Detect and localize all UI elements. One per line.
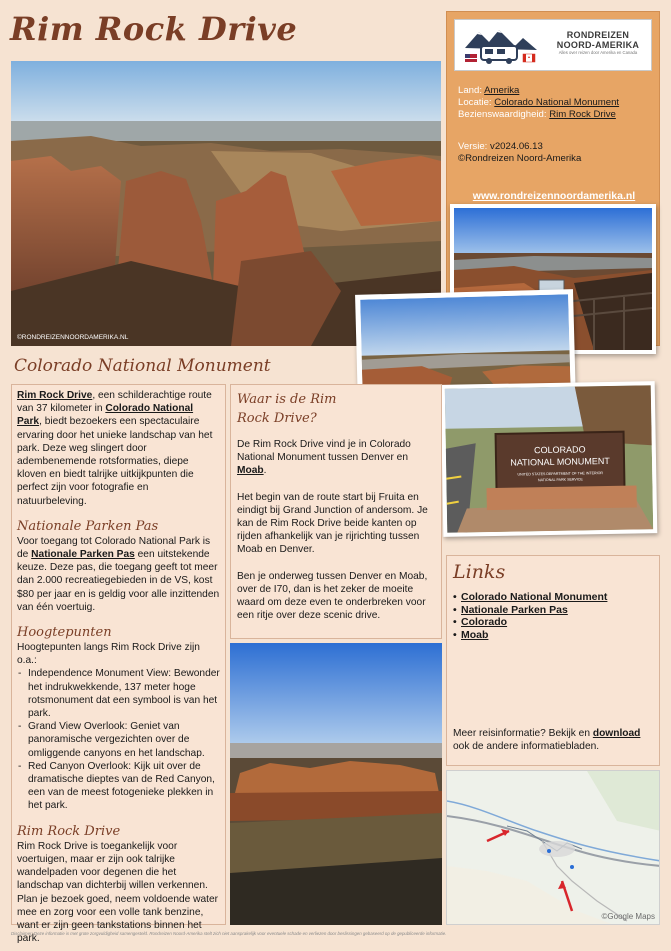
info-locatie: Locatie: Colorado National Monument [458, 97, 620, 108]
rim-rock-heading: Rim Rock Drive [17, 823, 121, 839]
waar-p3: Ben je onderweg tussen Denver en Moab, over de I70, dan is het zeker de moeite waard om deze even te onderbreken voor een ritje over deze scenic drive. [237, 570, 428, 622]
info-land: Land: Amerika [458, 85, 520, 96]
rim-rock-paragraph: Rim Rock Drive is toegankelijk voor voertuigen, maar er zijn ook talrijke wandelpaden voor degenen die het landschap van dichterbij willen verkennen. Plan je bezoek goed, neem voldoende water mee en zorg voor een volle tank benzine, want er zijn geen tankstations binnen het park. [17, 840, 219, 945]
info-copyright: ©Rondreizen Noord-Amerika [458, 153, 582, 164]
hoogtepunten-list [17, 667, 220, 812]
page-title: Rim Rock Drive [10, 10, 298, 48]
links-list [453, 591, 653, 641]
colorado-national-park-link[interactable]: Colorado National Park [17, 403, 194, 428]
waar-p2: Het begin van de route start bij Fruita en eindigt bij Grand Junction of andersom. Je kan de Rim Rock Drive beide kanten op rijden afhankelijk van je rijrichting tussen Moab en Denver. [237, 491, 428, 556]
list-item: - Independence Monument View: Bewonder het indrukwekkende, 137 meter hoge rotsmonument dat een symbool is van het park. [17, 667, 220, 720]
footer-disclaimer: Disclaimer: Deze informatie is met grote zorgvuldigheid samengesteld. Rondreizen Noord-Amerika stelt zich niet aansprakelijk voor eventuele schade en verliezen door beslissingen gebaseerd op de gepubliceerde informatie. [11, 931, 447, 936]
info-versie: Versie: v2024.06.13 [458, 141, 543, 152]
map[interactable] [446, 770, 660, 925]
waar-heading: Waar is de Rim Rock Drive? [237, 392, 337, 426]
sign-line1: COLORADO [534, 444, 586, 456]
moab-link[interactable]: Moab [237, 465, 264, 477]
logo-tagline: Alles over reizen door Amerika en Canada [558, 50, 638, 55]
waar-p1: De Rim Rock Drive vind je in Colorado National Monument tussen Denver en Moab. [237, 439, 411, 477]
sunset-photo [230, 643, 442, 925]
list-item: - Red Canyon Overlook: Kijk uit over de dramatische dieptes van de Red Canyon, een van de meest fotogenieke plekken in het park. [17, 760, 220, 813]
sign-line2: NATIONAL MONUMENT [510, 455, 610, 468]
download-link[interactable]: download [592, 728, 641, 739]
waar-panel [230, 384, 442, 639]
bezienswaardigheid-link[interactable]: Rim Rock Drive [549, 109, 616, 120]
locatie-link[interactable]: Colorado National Monument [494, 97, 620, 108]
logo-camper-icon [461, 26, 541, 68]
links-panel [446, 555, 660, 766]
logo-line2: NOORD-AMERIKA [556, 40, 640, 50]
info-bezienswaardigheid: Bezienswaardigheid: Rim Rock Drive [458, 109, 616, 120]
link-moab[interactable]: • Moab [453, 629, 653, 642]
links-heading: Links [453, 561, 506, 583]
hoogtepunten-heading: Hoogtepunten [17, 625, 112, 641]
intro-paragraph: Rim Rock Drive, een schilderachtige route van 37 kilometer in Colorado National Park, biedt bezoekers een spectaculaire ervaring door het unieke landschap van het park. Deze weg slingert door adembenemende rotsformaties, diepe kloven en biedt talrijke uitkijkpunten die perfect zijn voor fotografie en natuurbeleving. [17, 390, 213, 507]
list-item: - Grand View Overlook: Geniet van panoramische vergezichten over de omliggende canyons en het landschap. [17, 720, 220, 760]
hoogtepunten-intro: Hoogtepunten langs Rim Rock Drive zijn o.a.: [17, 642, 200, 667]
more-info-text: Meer reisinformatie? Bekijk en download ook de andere informatiebladen. [453, 728, 641, 753]
logo-line1: RONDREIZEN [566, 30, 630, 40]
logo-box [454, 19, 652, 71]
main-heading: Colorado National Monument [14, 356, 271, 376]
parken-pas-link[interactable]: Nationale Parken Pas [31, 549, 135, 561]
main-panel [11, 384, 226, 945]
map-credit: ©Google Maps [601, 912, 655, 921]
rim-rock-drive-link[interactable]: Rim Rock Drive [17, 390, 93, 401]
website-link[interactable]: www.rondreizennoordamerika.nl [472, 190, 636, 202]
link-colorado-national-monument[interactable]: • Colorado National Monument [453, 591, 653, 604]
link-colorado[interactable]: • Colorado [453, 616, 653, 629]
land-link[interactable]: Amerika [484, 85, 520, 96]
link-nationale-parken-pas[interactable]: • Nationale Parken Pas [453, 604, 653, 617]
hero-watermark: ©RONDREIZENNOORDAMERIKA.NL [17, 334, 129, 341]
pas-paragraph: Voor toegang tot Colorado National Park is de Nationale Parken Pas een uitstekende keuze. Deze pas, die toegang geeft tot meer dan 2.000 recreatiegebieden in de VS, kost $80 per jaar en is geldig voor alle inzittenden van één voertuig. [17, 535, 220, 613]
sign-line3: UNITED STATES DEPARTMENT OF THE INTERIOR [517, 471, 604, 477]
sign-line4: NATIONAL PARK SERVICE [537, 477, 583, 483]
pas-heading: Nationale Parken Pas [17, 518, 159, 534]
sign-photo [441, 381, 658, 537]
